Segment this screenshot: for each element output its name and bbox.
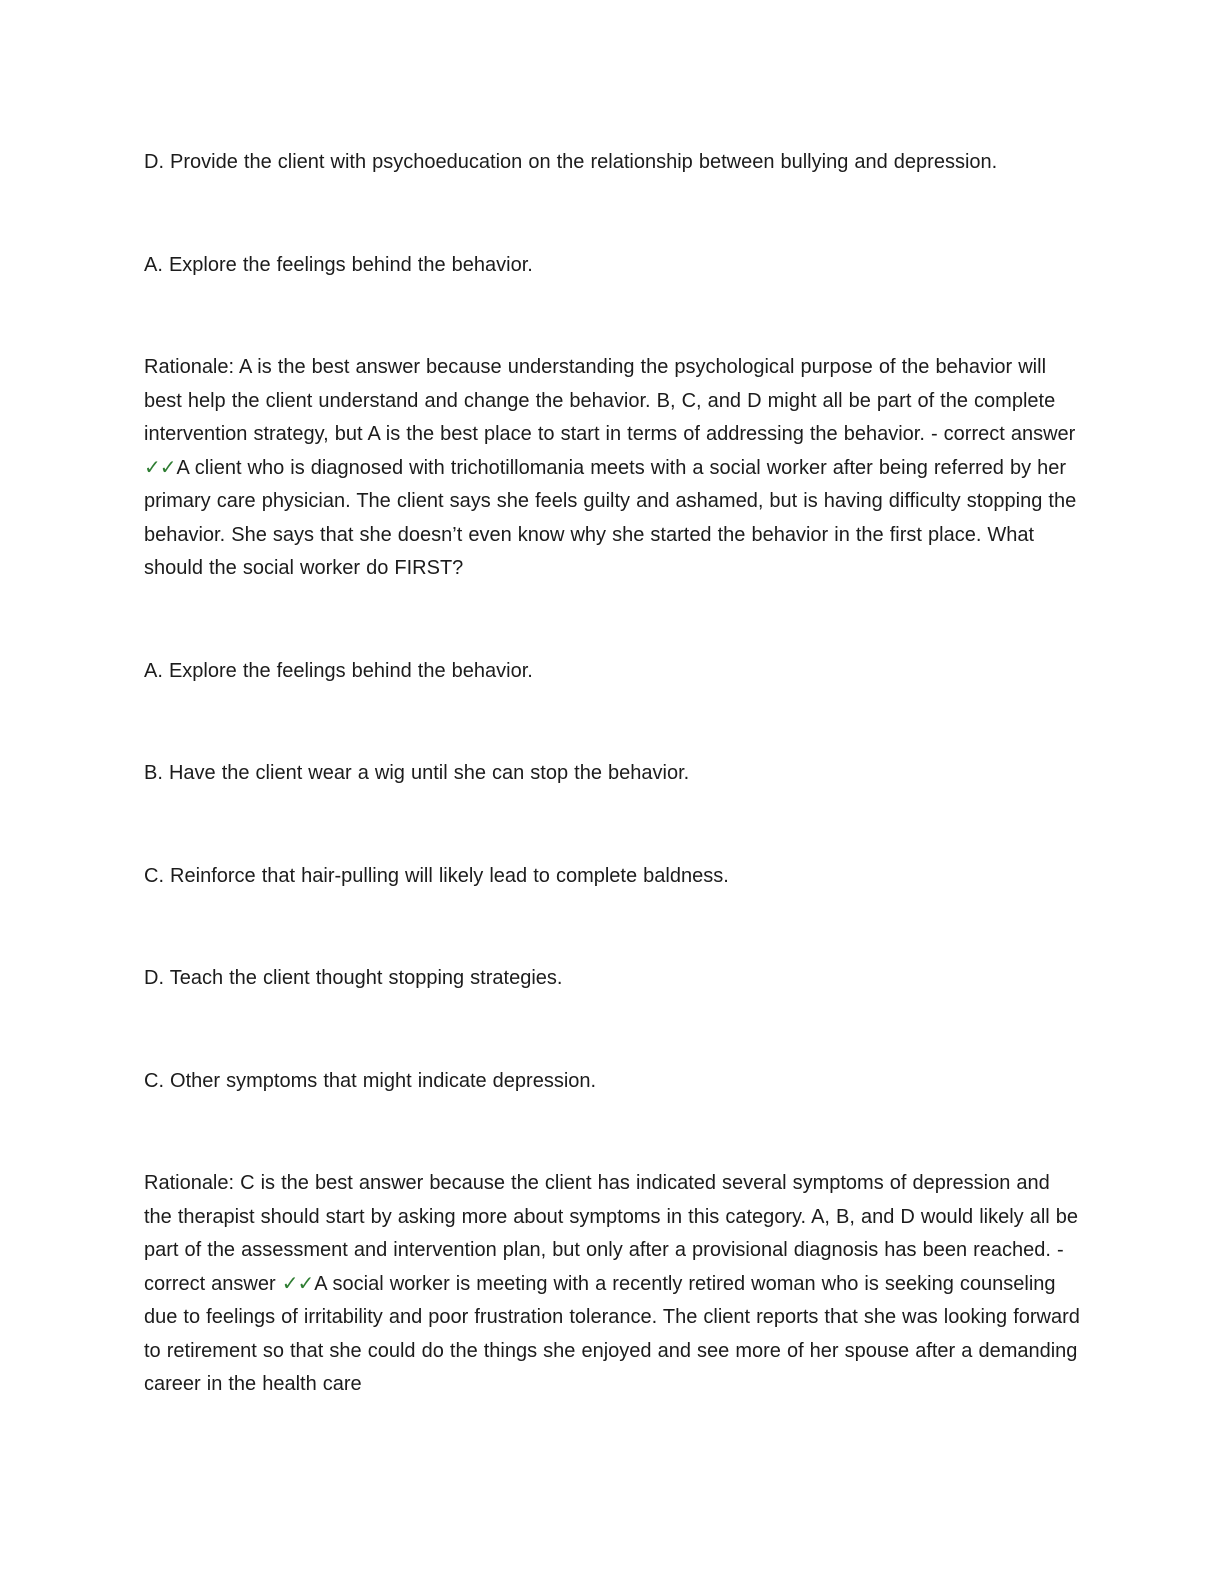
- checkmark-icon: ✓✓: [281, 1272, 314, 1295]
- answer-line-a: A. Explore the feelings behind the behavior.: [144, 253, 533, 276]
- rationale-text: Rationale: C is the best answer because the client has indicated several symptoms of depression and the therapist should start by asking more about symptoms in this category. A, B, and D would likely all be part of the assessment and intervention plan, but only after a provisional diagnosis has been reached. - correct answer: [144, 1172, 1079, 1295]
- option-line-a: A. Explore the feelings behind the behavior.: [144, 659, 533, 682]
- option-line-b: B. Have the client wear a wig until she can stop the behavior.: [144, 762, 690, 784]
- rationale-paragraph-2: [144, 1167, 1082, 1402]
- rationale-text: Rationale: A is the best answer because understanding the psychological purpose of the behavior will best help the client understand and change the behavior. B, C, and D might all be part of the complete intervention strategy, but A is the best place to start in terms of addressing the behavior. - correct answer: [144, 356, 1076, 445]
- rationale-paragraph-1: [144, 351, 1082, 586]
- question-text: A client who is diagnosed with trichotillomania meets with a social worker after being referred by her primary care physician. The client says she feels guilty and ashamed, but is having difficulty stopping the behavior. She says that she doesn’t even know why she started the behavior in the first place. What should the social worker do FIRST?: [144, 456, 1077, 579]
- answer-line-c: C. Other symptoms that might indicate depression.: [144, 1069, 597, 1092]
- option-line-c: C. Reinforce that hair-pulling will likely lead to complete baldness.: [144, 864, 729, 887]
- option-line-d: D. Provide the client with psychoeducation on the relationship between bullying and depression.: [144, 151, 998, 173]
- option-line-d2: D. Teach the client thought stopping strategies.: [144, 967, 563, 989]
- question-text: A social worker is meeting with a recently retired woman who is seeking counseling due to feelings of irritability and poor frustration tolerance. The client reports that she was looking forward to retirement so that she could do the things she enjoyed and see more of her spouse after a demanding career in the health care: [144, 1272, 1080, 1395]
- checkmark-icon: ✓✓: [144, 456, 176, 479]
